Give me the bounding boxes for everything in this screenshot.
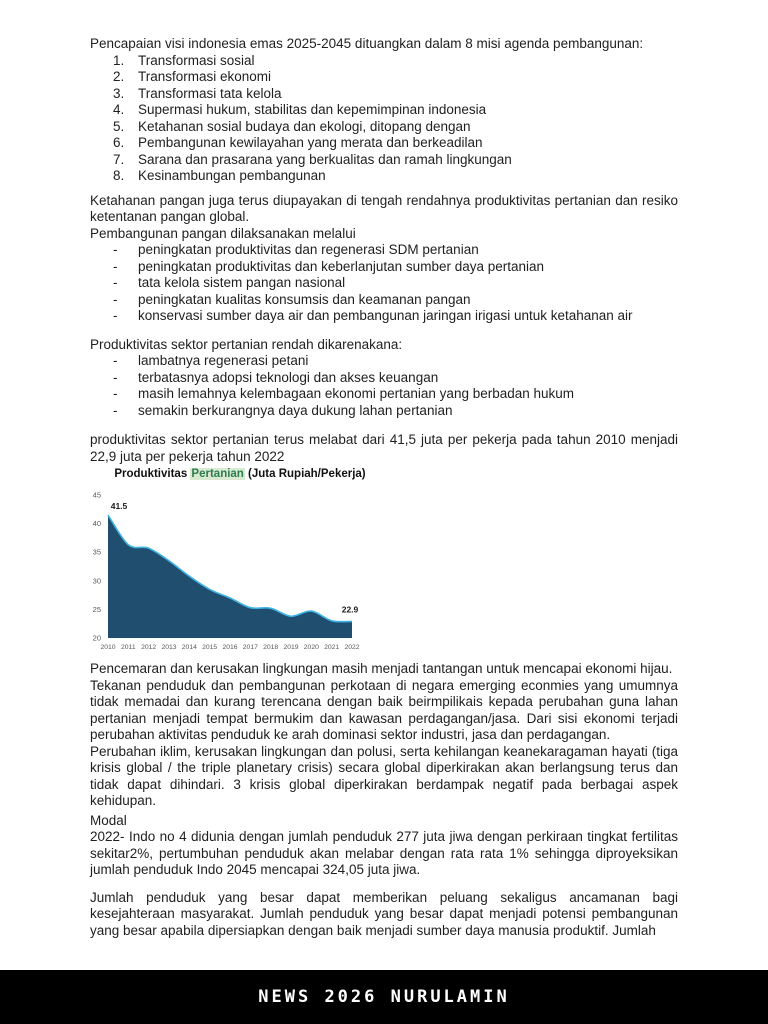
svg-text:2010: 2010 [100, 644, 116, 651]
produktivitas-trend-paragraph: produktivitas sektor pertanian terus melabat dari 41,5 juta per pekerja pada tahun 2010 menjadi 22,9 juta per pekerja tahun 2022 [90, 432, 678, 464]
produktivitas-heading: Produktivitas sektor pertanian rendah dikarenakana: [90, 336, 403, 352]
svg-text:2012: 2012 [141, 644, 157, 651]
svg-text:35: 35 [92, 547, 101, 557]
svg-text:2015: 2015 [202, 644, 218, 651]
svg-text:30: 30 [92, 576, 101, 586]
svg-text:2018: 2018 [263, 644, 279, 651]
list-item: - konservasi sumber daya air dan pembangunan jaringan irigasi untuk ketahanan air [113, 308, 633, 323]
ketahanan-paragraph: Ketahanan pangan juga terus diupayakan di tengah rendahnya produktivitas pertanian dan resiko ketentanan pangan global. [90, 192, 678, 224]
list-item: - peningkatan kualitas konsumsis dan keamanan pangan [113, 291, 471, 307]
svg-text:2022: 2022 [344, 644, 360, 651]
svg-text:2011: 2011 [121, 644, 136, 651]
perubahan-paragraph: Perubahan iklim, kerusakan lingkungan dan polusi, serta kehilangan keanekaragaman hayati (tiga krisis global / the triple planetary crisis) secara global diperkirakan akan berlangsung terus dan tidak dapat dihindari. 3 krisis global diperkirakan berdampak negatif pada berbagai aspek kehidupan. [90, 743, 678, 808]
svg-text:2014: 2014 [181, 644, 197, 651]
list-item: - peningkatan produktivitas dan keberlanjutan sumber daya pertanian [113, 258, 545, 274]
footer-banner [0, 970, 768, 1024]
list-item: - tata kelola sistem pangan nasional [113, 275, 346, 290]
svg-text:20: 20 [92, 633, 101, 643]
list-item: - lambatnya regenerasi petani [113, 353, 309, 368]
modal-heading: Modal [90, 812, 127, 828]
list-item: - masih lemahnya kelembagaan ekonomi pertanian yang berbadan hukum [113, 386, 575, 401]
list-item: 6. Pembangunan kewilayahan yang merata dan berkeadilan [113, 135, 483, 150]
pembangunan-pangan-line: Pembangunan pangan dilaksanakan melalui [90, 225, 356, 241]
list-item: 5. Ketahanan sosial budaya dan ekologi, ditopang dengan [113, 118, 471, 134]
modal-paragraph: 2022- Indo no 4 didunia dengan jumlah penduduk 277 juta jiwa dengan perkiraan tingkat fertilitas sekitar2%, pertumbuhan penduduk akan melabar dengan rata rata 1% sehingga diproyeksikan jumlah penduduk Indo 2045 mencapai 324,05 juta jiwa. [90, 829, 678, 877]
misi-numbered-list [90, 53, 678, 185]
jumlah-paragraph: Jumlah penduduk yang besar dapat memberikan peluang sekaligus ancamanan bagi kesejahteraan masyarakat. Jumlah penduduk yang besar dapat menjadi potensi pembangunan yang besar apabila dipersiapkan dengan baik menjadi sumber daya manusia produktif. Jumlah [90, 889, 678, 938]
svg-text:41.5: 41.5 [110, 501, 128, 512]
svg-text:25: 25 [92, 604, 101, 614]
intro-paragraph: Pencapaian visi indonesia emas 2025-2045 dituangkan dalam 8 misi agenda pembangunan: [90, 36, 644, 51]
pencemaran-paragraph: Pencemaran dan kerusakan lingkungan masih menjadi tantangan untuk mencapai ekonomi hijau. [90, 661, 673, 676]
productivity-chart [85, 465, 395, 653]
rendah-dash-list [90, 353, 678, 419]
svg-text:22.9: 22.9 [341, 604, 359, 615]
svg-text:2021: 2021 [324, 644, 340, 651]
list-item: 7. Sarana dan prasarana yang berkualitas dan ramah lingkungan [113, 151, 512, 167]
list-item: - terbatasnya adopsi teknologi dan akses keuangan [113, 369, 439, 385]
chart-title: Produktivitas Pertanian (Juta Rupiah/Pekerja) [114, 468, 366, 480]
svg-text:2020: 2020 [303, 644, 319, 651]
list-item: 4. Supermasi hukum, stabilitas dan kepemimpinan indonesia [113, 102, 487, 117]
svg-text:2019: 2019 [283, 644, 299, 651]
list-item: - semakin berkurangnya daya dukung lahan pertanian [113, 402, 453, 418]
svg-text:2017: 2017 [242, 644, 258, 651]
list-item: 1. Transformasi sosial [113, 52, 255, 68]
list-item: 8. Kesinambungan pembangunan [113, 168, 326, 183]
svg-text:45: 45 [92, 490, 101, 500]
footer-text: NEWS 2026 NURULAMIN [258, 987, 510, 1007]
list-item: 2. Transformasi ekonomi [113, 69, 272, 84]
svg-text:2013: 2013 [161, 644, 177, 651]
area-chart-svg [85, 483, 395, 653]
tekanan-paragraph: Tekanan penduduk dan pembangunan perkotaan di negara emerging econmies yang umumnya tidak memadai dan kurang terencana dengan baik beirmpilikais kepada perubahan guna lahan pertanian menjadi tempat bermukim dan kawasan perdagangan/jasa. Dari sisi ekonomi terjadi perubahan aktivitas penduduk ke arah dominasi sektor industri, jasa dan perdagangan. [90, 677, 678, 742]
chart-title-highlight: Pertanian [191, 468, 244, 480]
list-item: 3. Transformasi tata kelola [113, 85, 282, 101]
list-item: - peningkatan produktivitas dan regenerasi SDM pertanian [113, 242, 479, 257]
pangan-dash-list [90, 242, 678, 325]
svg-text:40: 40 [92, 519, 101, 529]
svg-text:2016: 2016 [222, 644, 238, 651]
